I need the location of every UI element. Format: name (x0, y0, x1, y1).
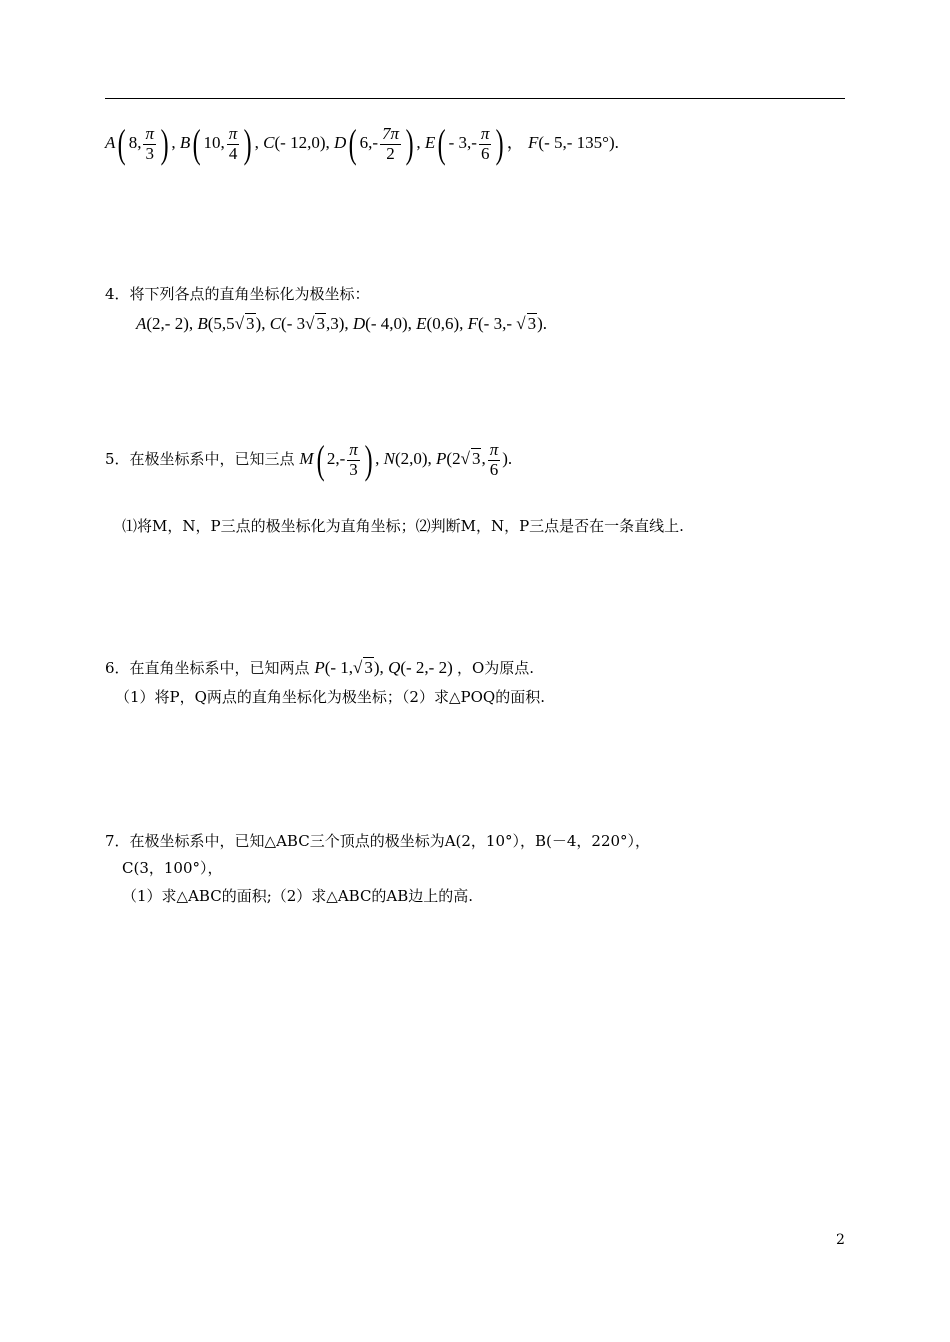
item7-line2: C(3，100°）， (122, 859, 223, 877)
item4-points-line: A(2,- 2), B(5,5√ 3), C(- 3√ 3,3), D(- 4,0), E(0,6), F(- 3,- √ 3). (136, 314, 548, 333)
item6-line: 6．在直角坐标系中，已知两点 P(- 1,√ 3), Q(- 2,- 2) ，O为原点. (105, 658, 535, 677)
item5-prompt: 5．在极坐标系中，已知三点 (105, 449, 295, 468)
header-rule (105, 98, 845, 99)
item5-line: 5．在极坐标系中，已知三点 M( 2,- $\frac{\pi}{3}$ ) , N(2,0), P(2√ 3, $\frac{\pi}{6}$ ). (105, 437, 513, 482)
item3-points-line: A( 8, $\frac{\pi}{3}$ ) , B( 10, $\frac{\pi}{4}$ ) , C(- 12,0), D( 6,- $\frac{7\pi}{2}$ ) , E( - 3,- $\frac{\pi}{6}$ ) ， F(- 5,- 135°). (105, 121, 619, 166)
item7-line1: 7．在极坐标系中，已知△ABC三个顶点的极坐标为A(2，10°），B(－4，220°）， (105, 832, 651, 850)
item4-prompt: 4．将下列各点的直角坐标化为极坐标： (105, 285, 370, 303)
item6-tail: ，O为原点. (457, 659, 535, 677)
item5-subquestions: ⑴将M，N，P三点的极坐标化为直角坐标；⑵判断M，N，P三点是否在一条直线上. (122, 517, 684, 535)
page-number: 2 (836, 1232, 845, 1248)
item7-subquestions: （1）求△ABC的面积;（2）求△ABC的AB边上的高. (122, 887, 474, 905)
item6-subquestions: （1）将P，Q两点的直角坐标化为极坐标；（2）求△POQ的面积. (115, 688, 545, 706)
item6-prompt: 6．在直角坐标系中，已知两点 (105, 659, 310, 677)
